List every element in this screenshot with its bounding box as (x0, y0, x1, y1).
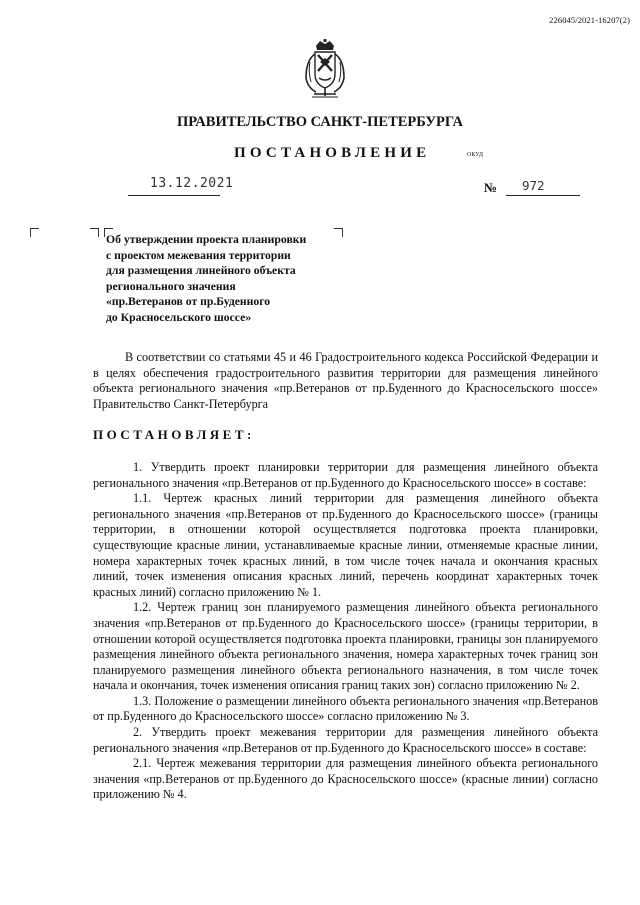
coat-of-arms-icon (302, 38, 348, 100)
document-body (93, 350, 598, 803)
date-underline (128, 195, 220, 196)
resolves-heading: ПОСТАНОВЛЯЕТ: (93, 427, 255, 443)
item-paragraph: 2. Утвердить проект межевания территории для размещения линейного объекта регионального значения «пр.Ветеранов от пр.Буденного до Красносельского шоссе» в составе: (93, 725, 598, 755)
government-title: ПРАВИТЕЛЬСТВО САНКТ-ПЕТЕРБУРГА (177, 114, 463, 130)
number-underline (506, 195, 580, 196)
item-paragraph: 2.1. Чертеж межевания территории для размещения линейного объекта регионального значения «пр.Ветеранов от пр.Буденного до Красносельского шоссе» (красные линии) согласно приложению № 4. (93, 756, 598, 802)
item-paragraph: 1.3. Положение о размещении линейного объекта регионального значения «пр.Ветеранов от пр.Буденного до Красносельского шоссе» согласно приложению № 3. (93, 693, 598, 724)
subject-line: Об утверждении проекта планировки (106, 233, 307, 246)
registration-number: 226045/2021-16207(2) (549, 15, 630, 25)
document-type-title: ПОСТАНОВЛЕНИЕ (234, 145, 431, 161)
okud-label: ОКУД (467, 152, 483, 158)
document-subject (106, 232, 346, 325)
item-paragraph: 1.1. Чертеж красных линий территории для размещения линейного объекта регионального значения «пр.Ветеранов от пр.Буденного до Красносельского шоссе» (границы территории, в отношении которой осуществляется подготовка проекта планировки, существующие красные линии, устанавливаемые красные линии, отменяемые красные линии, номера характерных точек красных линий, в том числе точек начала и окончания красных линий, точек изменения описания красных линий, перечень координат характерных точек красных линий) согласно приложению № 1. (93, 491, 598, 599)
subject-line: до Красносельского шоссе» (106, 310, 252, 324)
preamble-paragraph: В соответствии со статьями 45 и 46 Градостроительного кодекса Российской Федерации и в целях обеспечения градостроительного развития территории для размещения линейного объекта регионального значения «пр.Ветеранов от пр.Буденного до Красносельского шоссе» Правительство Санкт-Петербурга (93, 350, 598, 411)
document-number: 972 (522, 178, 545, 193)
item-paragraph: 1. Утвердить проект планировки территории для размещения линейного объекта регионального значения «пр.Ветеранов от пр.Буденного до Красносельского шоссе» в составе: (93, 459, 598, 490)
bracket-top-left (30, 228, 39, 237)
subject-line: регионального значения (106, 279, 236, 293)
subject-line: «пр.Ветеранов от пр.Буденного (106, 295, 271, 308)
subject-line: для размещения линейного объекта (106, 264, 296, 277)
document-date: 13.12.2021 (150, 176, 234, 191)
bracket-top-mid-right (90, 228, 99, 237)
number-sign: № (484, 180, 498, 195)
subject-line: с проектом межевания территории (106, 248, 291, 262)
item-paragraph: 1.2. Чертеж границ зон планируемого размещения линейного объекта регионального значения «пр.Ветеранов от пр.Буденного до Красносельского шоссе» (границы территории, в отношении которой осуществляется подготовка проекта планировки, границы зон планируемого размещения линейного объекта регионального значения, номера характерных точек границ зон планируемого размещения линейного объекта регионального назначения, в том числе точек начала и окончания, точек изменения описания границ таких зон) согласно приложению № 2. (93, 600, 598, 693)
